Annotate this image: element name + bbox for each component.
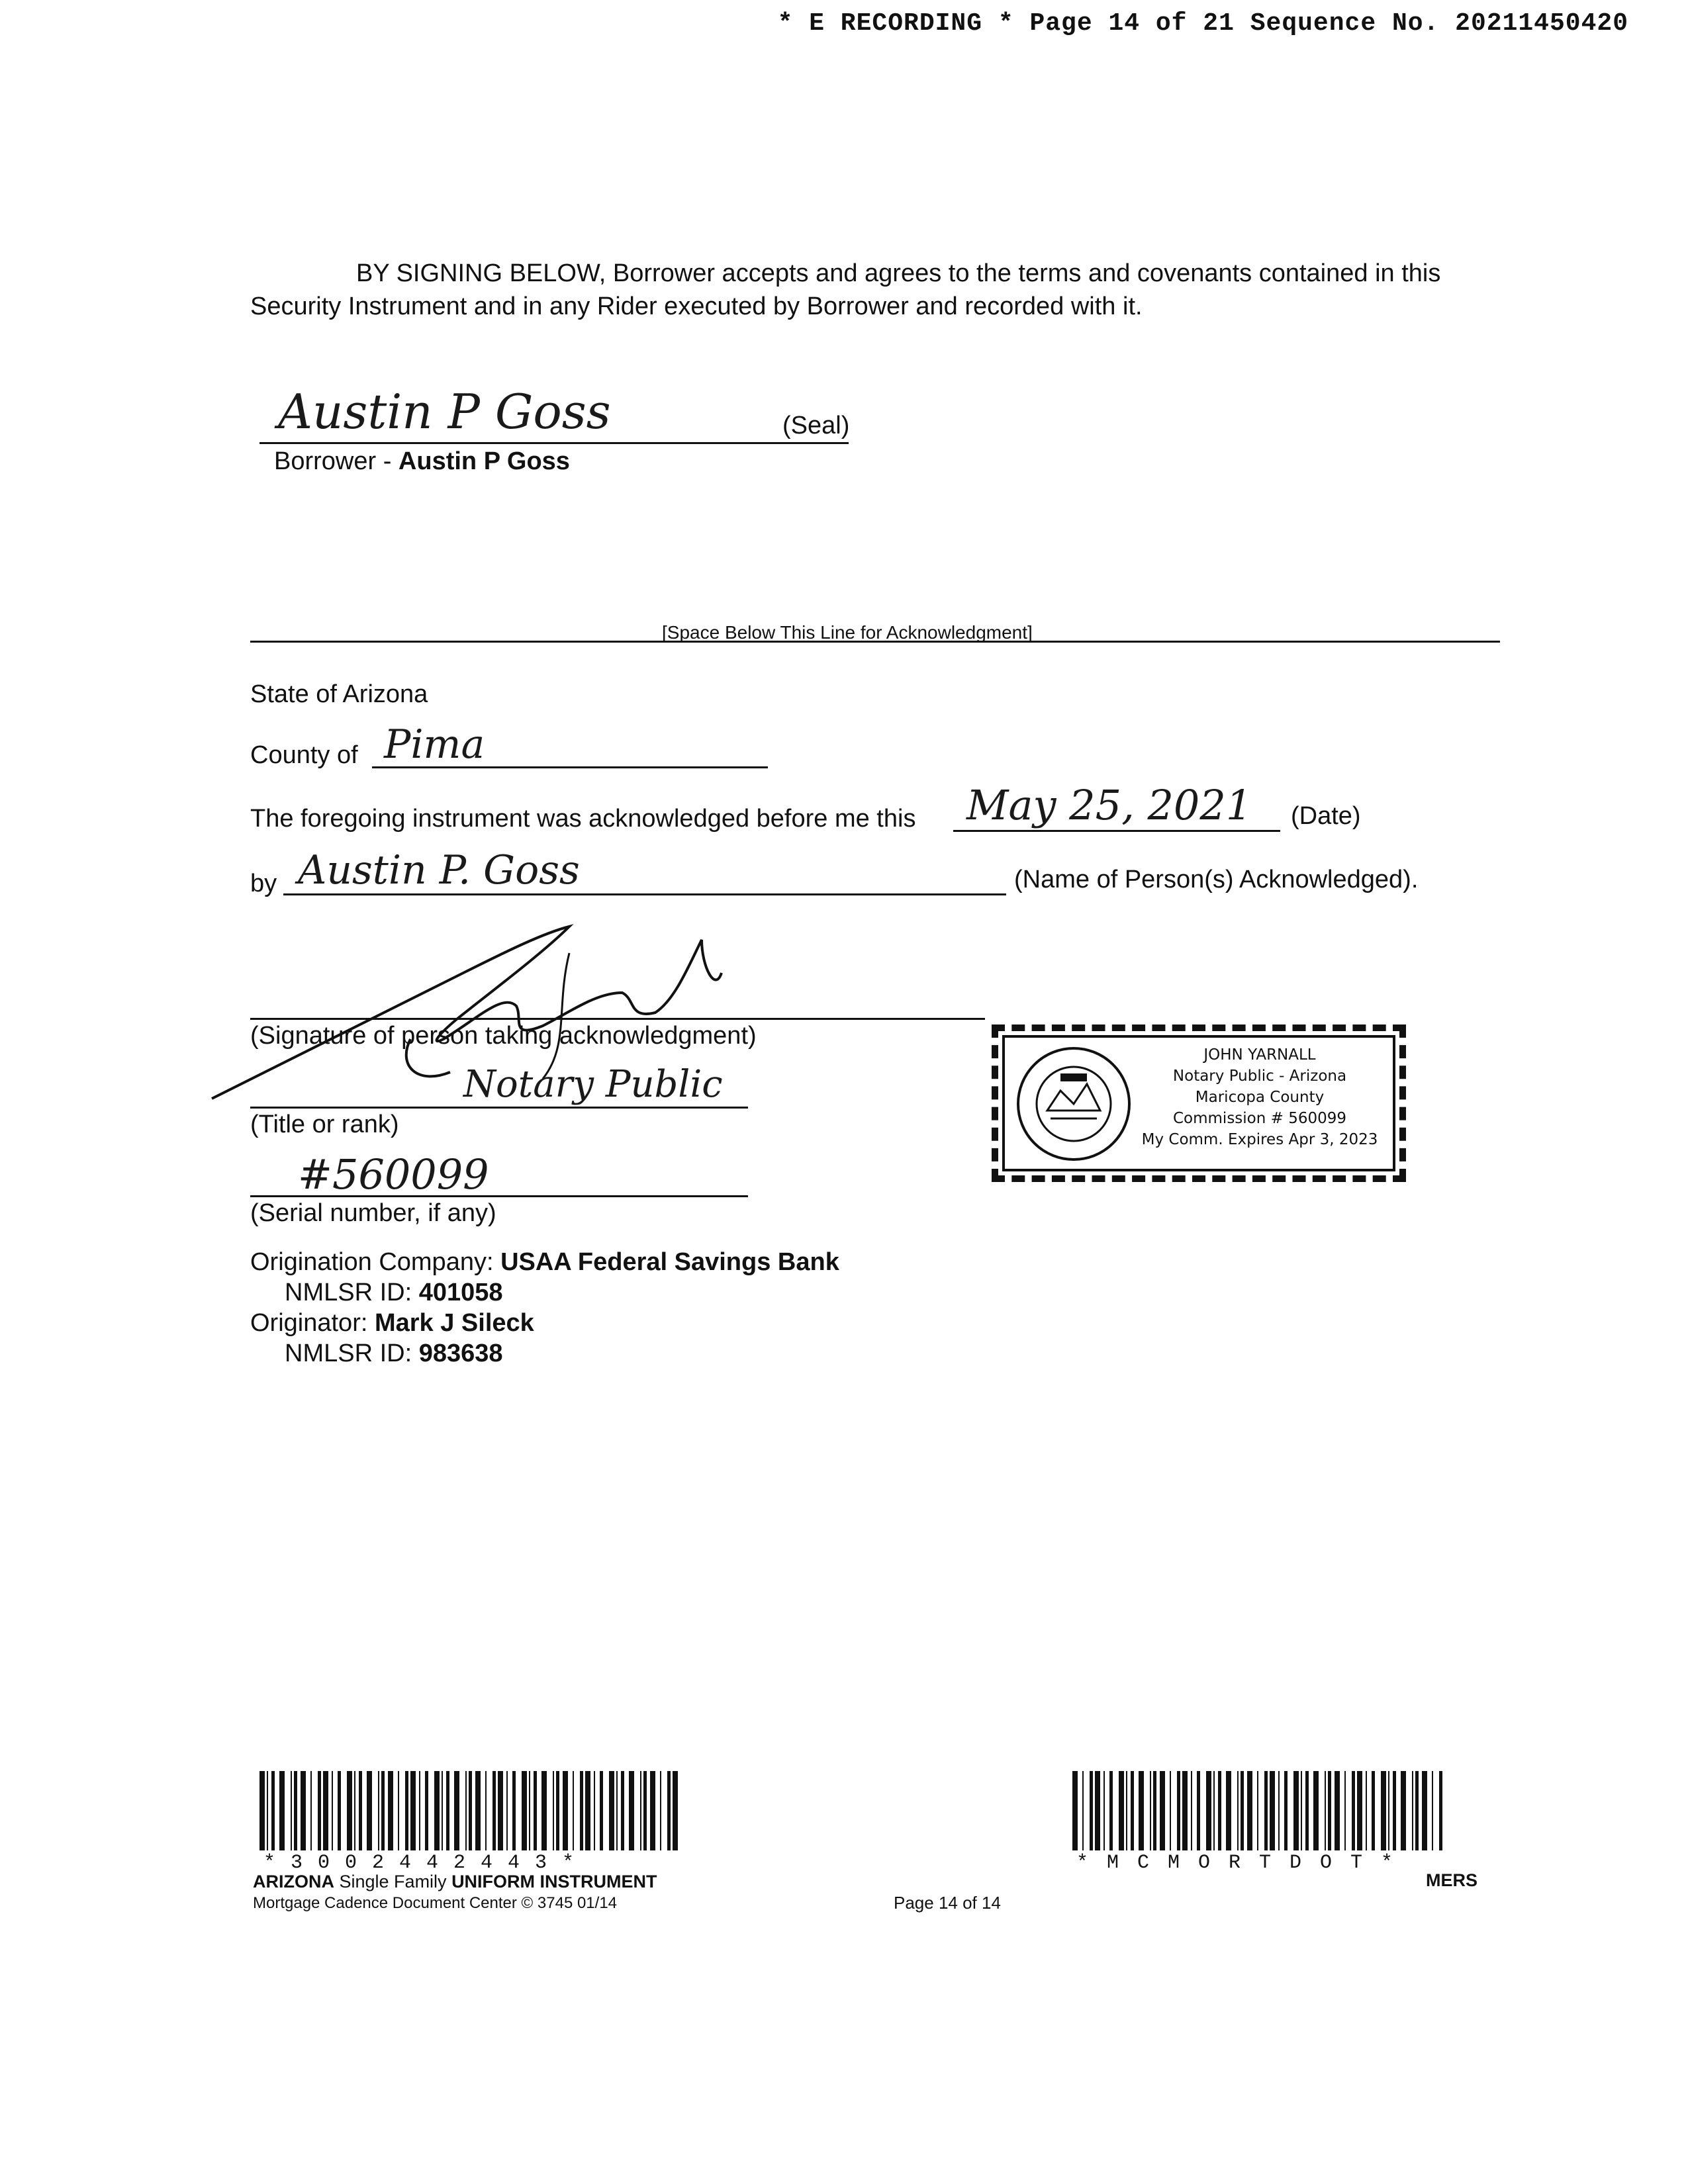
- barcode-bar: [1197, 1771, 1200, 1850]
- agreement-line-1: BY SIGNING BELOW, Borrower accepts and agrees to the terms and covenants contained in this: [356, 259, 1441, 287]
- notary-stamp: [992, 1024, 1406, 1182]
- barcode-bar: [388, 1771, 393, 1850]
- barcode-bar: [1160, 1771, 1165, 1850]
- barcode-bar: [1301, 1771, 1302, 1850]
- barcode-bars: [1072, 1771, 1443, 1850]
- company-nmlsr-id: 401058: [418, 1279, 503, 1306]
- borrower-label: [274, 445, 570, 478]
- barcode-bar: [1257, 1771, 1258, 1850]
- barcode-bar: [301, 1771, 306, 1850]
- seal-label: (Seal): [782, 412, 850, 439]
- barcode-bar: [529, 1771, 530, 1850]
- barcode-bar: [485, 1771, 487, 1850]
- barcode-bar: [1372, 1771, 1375, 1850]
- serial-value: #560099: [298, 1150, 489, 1199]
- serial-label: (Serial number, if any): [250, 1199, 496, 1227]
- name-acknowledged-label: (Name of Person(s) Acknowledged).: [1014, 866, 1419, 893]
- form-title: [253, 1872, 657, 1892]
- barcode-bar: [378, 1771, 379, 1850]
- borrower-name: Austin P Goss: [398, 447, 570, 475]
- barcode-bar: [1072, 1771, 1078, 1850]
- barcode-bar: [1131, 1771, 1134, 1850]
- originator-nmlsr-row: [250, 1338, 839, 1369]
- title-label: (Title or rank): [250, 1111, 399, 1138]
- barcode-bar: [492, 1771, 496, 1850]
- barcode-bar: [616, 1771, 618, 1850]
- date-value: May 25, 2021: [966, 781, 1252, 829]
- barcode-bar: [1090, 1771, 1093, 1850]
- barcode-bar: [1352, 1771, 1355, 1850]
- originator-name: Mark J Sileck: [374, 1309, 534, 1337]
- acknowledgment-separator-text: [Space Below This Line for Acknowledgment]: [662, 622, 1033, 643]
- barcode-bar: [1182, 1771, 1188, 1850]
- barcode-bar: [359, 1771, 362, 1850]
- barcode-bar: [279, 1771, 285, 1850]
- barcode-bar: [1401, 1771, 1406, 1850]
- borrower-signature: Austin P Goss: [278, 384, 611, 439]
- barcode-bar: [1412, 1771, 1413, 1850]
- agreement-line-2: Security Instrument and in any Rider executed by Borrower and recorded with it.: [250, 293, 1143, 320]
- barcode-bar: [354, 1771, 355, 1850]
- barcode-bar: [332, 1771, 333, 1850]
- barcode-bar: [609, 1771, 614, 1850]
- barcode-bar: [541, 1771, 547, 1850]
- notary-stamp-text: [1137, 1044, 1382, 1150]
- barcode-bar: [1103, 1771, 1105, 1850]
- barcode-bar: [291, 1771, 292, 1850]
- origination-block: [250, 1247, 839, 1369]
- barcode-bars: [259, 1771, 683, 1850]
- form-uniform: UNIFORM INSTRUMENT: [451, 1872, 657, 1891]
- foregoing-text: The foregoing instrument was acknowledged before me this: [250, 805, 916, 833]
- origination-company-row: [250, 1247, 839, 1277]
- by-value: Austin P. Goss: [298, 847, 580, 893]
- barcode-bar: [446, 1771, 449, 1850]
- barcode-bar: [259, 1771, 265, 1850]
- by-line: [283, 893, 1006, 895]
- barcode-bar: [405, 1771, 408, 1850]
- barcode-bar: [660, 1771, 661, 1850]
- barcode-bar: [323, 1771, 328, 1850]
- barcode-right-digits: *MCMORTDOT*: [1076, 1852, 1412, 1874]
- originator-nmlsr-id: 983638: [418, 1340, 503, 1367]
- barcode-left-digits: *3002442443*: [263, 1852, 590, 1874]
- date-label: (Date): [1291, 802, 1361, 830]
- barcode-right: [1072, 1771, 1447, 1857]
- barcode-bar: [553, 1771, 554, 1850]
- barcode-bar: [1415, 1771, 1419, 1850]
- barcode-bar: [1325, 1771, 1326, 1850]
- barcode-bar: [475, 1771, 481, 1850]
- barcode-bar: [1328, 1771, 1331, 1850]
- barcode-bar: [1366, 1771, 1367, 1850]
- barcode-bar: [673, 1771, 678, 1850]
- title-value: Notary Public: [463, 1063, 723, 1106]
- barcode-bar: [556, 1771, 559, 1850]
- company-nmlsr-label: NMLSR ID:: [285, 1279, 419, 1306]
- barcode-left: [259, 1771, 687, 1857]
- form-state: ARIZONA: [253, 1872, 334, 1891]
- barcode-bar: [271, 1771, 275, 1850]
- barcode-bar: [629, 1771, 634, 1850]
- borrower-signature-line: [259, 442, 849, 444]
- barcode-bar: [1109, 1771, 1113, 1850]
- state-label: State of Arizona: [250, 680, 428, 708]
- origination-company-label: Origination Company:: [250, 1248, 501, 1276]
- by-label: by: [250, 870, 277, 897]
- barcode-bar: [1293, 1771, 1299, 1850]
- barcode-bar: [1422, 1771, 1427, 1850]
- recording-header: * E RECORDING * Page 14 of 21 Sequence No. 20211450420: [777, 9, 1628, 38]
- barcode-bar: [1278, 1771, 1280, 1850]
- agreement-paragraph: [250, 257, 1508, 323]
- barcode-bar: [1237, 1771, 1239, 1850]
- barcode-bar: [1241, 1771, 1244, 1850]
- company-nmlsr-row: [250, 1277, 839, 1308]
- barcode-bar: [267, 1771, 268, 1850]
- barcode-bar: [573, 1771, 574, 1850]
- barcode-bar: [563, 1771, 568, 1850]
- barcode-bar: [1247, 1771, 1252, 1850]
- barcode-bar: [1153, 1771, 1156, 1850]
- barcode-bar: [522, 1771, 527, 1850]
- barcode-bar: [1218, 1771, 1221, 1850]
- barcode-bar: [425, 1771, 428, 1850]
- barcode-bar: [318, 1771, 321, 1850]
- notary-expiration: My Comm. Expires Apr 3, 2023: [1141, 1131, 1378, 1148]
- barcode-bar: [367, 1771, 372, 1850]
- barcode-bar: [410, 1771, 416, 1850]
- county-label: County of: [250, 741, 358, 769]
- barcode-bar: [347, 1771, 352, 1850]
- barcode-bar: [1388, 1771, 1389, 1850]
- barcode-bar: [398, 1771, 399, 1850]
- barcode-bar: [621, 1771, 624, 1850]
- arizona-seal-icon: [1014, 1044, 1133, 1163]
- notary-commission: Commission # 560099: [1172, 1110, 1347, 1127]
- barcode-bar: [469, 1771, 472, 1850]
- barcode-bar: [1191, 1771, 1192, 1850]
- barcode-bar: [294, 1771, 297, 1850]
- barcode-bar: [465, 1771, 467, 1850]
- barcode-bar: [1119, 1771, 1124, 1850]
- barcode-bar: [1082, 1771, 1084, 1850]
- form-center: Mortgage Cadence Document Center © 3745 01/14: [253, 1894, 618, 1912]
- barcode-bar: [600, 1771, 603, 1850]
- barcode-bar: [1170, 1771, 1171, 1850]
- notary-name: JOHN YARNALL: [1203, 1046, 1316, 1064]
- barcode-bar: [512, 1771, 516, 1850]
- barcode-bar: [310, 1771, 312, 1850]
- borrower-label-prefix: Borrower -: [274, 447, 399, 475]
- date-line: [953, 830, 1280, 832]
- barcode-bar: [1126, 1771, 1127, 1850]
- barcode-bar: [1393, 1771, 1396, 1850]
- barcode-bar: [1305, 1771, 1309, 1850]
- barcode-bar: [1381, 1771, 1386, 1850]
- barcode-bar: [650, 1771, 655, 1850]
- barcode-bar: [1344, 1771, 1346, 1850]
- footer-page-number: Page 14 of 14: [894, 1893, 1001, 1913]
- barcode-bar: [381, 1771, 385, 1850]
- county-value: Pima: [384, 721, 485, 768]
- barcode-bar: [1439, 1771, 1442, 1850]
- barcode-bar: [419, 1771, 420, 1850]
- originator-label: Originator:: [250, 1309, 375, 1337]
- barcode-bar: [585, 1771, 590, 1850]
- barcode-bar: [667, 1771, 671, 1850]
- origination-company: USAA Federal Savings Bank: [500, 1248, 839, 1276]
- barcode-bar: [1270, 1771, 1275, 1850]
- barcode-bar: [580, 1771, 583, 1850]
- barcode-bar: [1264, 1771, 1268, 1850]
- barcode-bar: [643, 1771, 647, 1850]
- barcode-bar: [442, 1771, 443, 1850]
- notary-county: Maricopa County: [1195, 1089, 1325, 1106]
- originator-row: [250, 1308, 839, 1338]
- barcode-bar: [1313, 1771, 1319, 1850]
- barcode-bar: [594, 1771, 595, 1850]
- barcode-bar: [434, 1771, 440, 1850]
- originator-nmlsr-label: NMLSR ID:: [285, 1340, 419, 1367]
- barcode-bar: [454, 1771, 459, 1850]
- barcode-bar: [1335, 1771, 1340, 1850]
- form-single: Single Family: [334, 1872, 452, 1891]
- barcode-bar: [1213, 1771, 1215, 1850]
- barcode-bar: [1357, 1771, 1362, 1850]
- mers-label: MERS: [1426, 1870, 1478, 1890]
- barcode-bar: [498, 1771, 503, 1850]
- barcode-bar: [1150, 1771, 1151, 1850]
- barcode-bar: [1139, 1771, 1144, 1850]
- notary-signature-label: (Signature of person taking acknowledgment): [250, 1022, 757, 1050]
- barcode-bar: [1284, 1771, 1288, 1850]
- barcode-bar: [1177, 1771, 1180, 1850]
- barcode-bar: [1226, 1771, 1231, 1850]
- barcode-bar: [640, 1771, 641, 1850]
- barcode-bar: [1095, 1771, 1100, 1850]
- barcode-bar: [534, 1771, 537, 1850]
- barcode-bar: [338, 1771, 341, 1850]
- barcode-bar: [1432, 1771, 1433, 1850]
- barcode-bar: [506, 1771, 508, 1850]
- notary-title: Notary Public - Arizona: [1172, 1068, 1347, 1085]
- barcode-bar: [1206, 1771, 1211, 1850]
